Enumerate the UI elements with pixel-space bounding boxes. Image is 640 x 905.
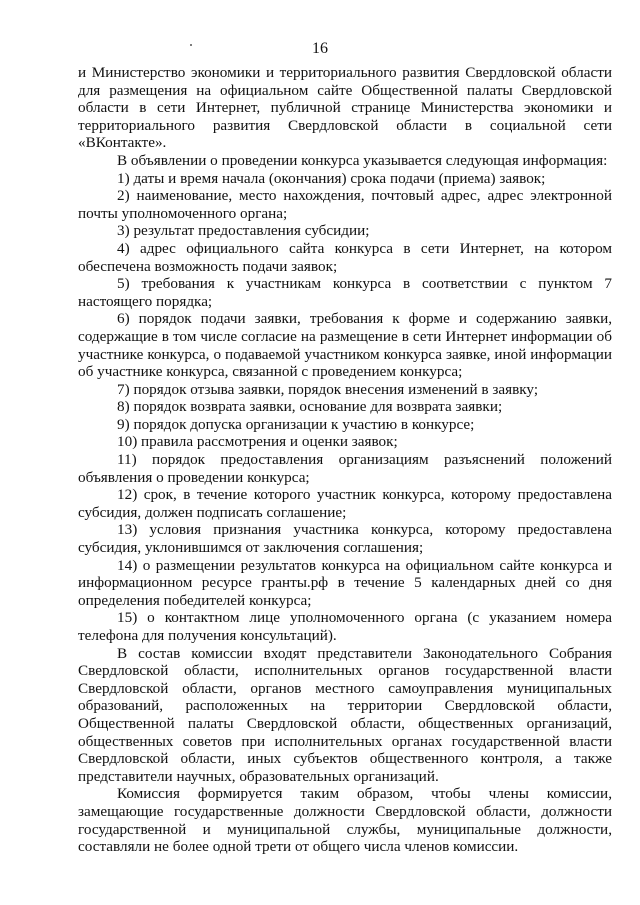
paragraph: 15) о контактном лице уполномоченного органа (с указанием номера телефона для получения консультаций). <box>78 609 612 644</box>
paragraph: 12) срок, в течение которого участник конкурса, которому предоставлена субсидия, должен подписать соглашение; <box>78 486 612 521</box>
paragraph: 7) порядок отзыва заявки, порядок внесения изменений в заявку; <box>117 380 539 398</box>
page-number: 16 <box>312 40 328 57</box>
paragraph: 4) адрес официального сайта конкурса в сети Интернет, на котором обеспечена возможность подачи заявок; <box>78 239 612 275</box>
paragraph: 6) порядок подачи заявки, требования к форме и содержанию заявки, содержащие в том числе согласие на размещение в сети Интернет информации об участнике конкурса, о подаваемой участником конкурса заявке, иной информации об участнике конкурса, связанной с проведением конкурса; <box>78 310 612 381</box>
paragraph: 2) наименование, место нахождения, почтовый адрес, адрес электронной почты уполномоченного органа; <box>78 187 612 222</box>
paragraph: В состав комиссии входят представители Законодательного Собрания Свердловской области, исполнительных органов государственной власти Свердловской области, органов местного самоуправления муниципальных образований, расположенных на территории Свердловской области, Общественной палаты Свердловской области, общественных организаций, общественных советов при исполнительных органах государственной власти Свердловской области, иных субъектов общественного контроля, а также представители научных, образовательных организаций. <box>78 644 612 785</box>
paragraph: 5) требования к участникам конкурса в соответствии с пунктом 7 настоящего порядка; <box>78 275 612 310</box>
paragraph: 9) порядок допуска организации к участию в конкурсе; <box>117 415 475 433</box>
paragraph: 11) порядок предоставления организациям разъяснений положений объявления о проведении конкурса; <box>78 451 612 486</box>
paragraph: и Министерство экономики и территориального развития Свердловской области для размещения на официальном сайте Общественной палаты Свердловской области в сети Интернет, публичной странице Министерства экономики и территориального развития Свердловской области в социальной сети «ВКонтакте». <box>78 64 612 152</box>
paragraph: Комиссия формируется таким образом, чтобы члены комиссии, замещающие государственные должности Свердловской области, должности государственной и муниципальной службы, муниципальные должности, составляли не более одной трети от общего числа членов комиссии. <box>78 785 612 856</box>
paragraph: 13) условия признания участника конкурса, которому предоставлена субсидия, уклонившимся от заключения соглашения; <box>78 521 612 557</box>
paragraph: 1) даты и время начала (окончания) срока подачи (приема) заявок; <box>117 169 546 187</box>
paragraph: В объявлении о проведении конкурса указывается следующая информация: <box>117 151 608 169</box>
scan-speck <box>190 44 192 46</box>
paragraph: 3) результат предоставления субсидии; <box>117 222 370 240</box>
paragraph: 8) порядок возврата заявки, основание для возврата заявки; <box>117 398 503 416</box>
paragraph: 14) о размещении результатов конкурса на официальном сайте конкурса и информационном ресурсе гранты.рф в течение 5 календарных дней со дня определения победителей конкурса; <box>78 556 612 609</box>
paragraph: 10) правила рассмотрения и оценки заявок; <box>117 433 398 451</box>
document-body <box>78 64 612 856</box>
